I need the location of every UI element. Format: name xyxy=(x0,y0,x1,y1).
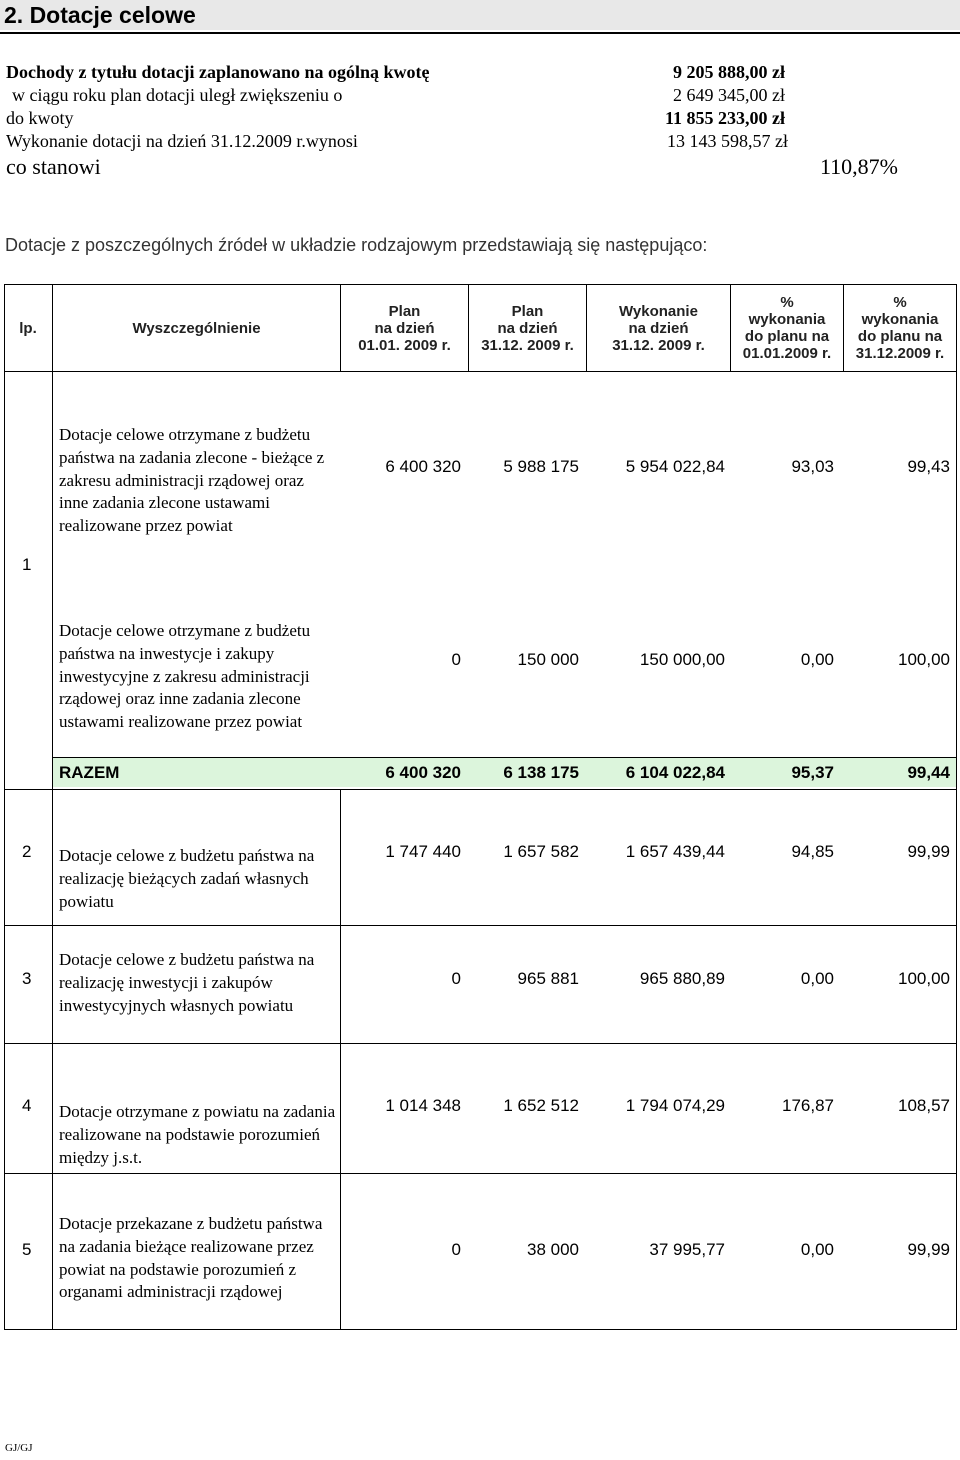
row-desc: Dotacje otrzymane z powiatu na zadania realizowane na podstawie porozumień między j.s.t. xyxy=(59,1102,336,1167)
razem-plan-end: 6 138 175 xyxy=(503,763,579,782)
cell-pct-start: 0,00 xyxy=(800,650,834,669)
cell-pct-start: 94,85 xyxy=(791,842,834,861)
row-rule xyxy=(4,789,957,790)
cell-pct-end: 100,00 xyxy=(898,969,950,988)
summary-line1-label: Dochody z tytułu dotacji zaplanowano na ogólną kwotę xyxy=(6,62,430,82)
summary-line2-label: w ciągu roku plan dotacji uległ zwiększeniu o xyxy=(12,85,343,105)
cell-plan-end: 150 000 xyxy=(517,650,579,669)
summary-line1-value: 9 205 888,00 zł xyxy=(673,62,785,82)
cell-exec: 5 954 022,84 xyxy=(625,457,725,476)
summary-line4-value: 13 143 598,57 zł xyxy=(667,131,788,151)
cell-exec: 1 794 074,29 xyxy=(625,1096,725,1115)
cell-plan-end: 1 652 512 xyxy=(503,1096,579,1115)
cell-plan-start: 1 747 440 xyxy=(385,842,461,861)
row-desc: Dotacje celowe otrzymane z budżetu państwa na inwestycje i zakupy inwestycyjne z zakresu administracji rządowej oraz inne zadania zlecone ustawami realizowane przez powiat xyxy=(59,621,311,732)
cell-exec: 150 000,00 xyxy=(639,650,725,669)
razem-pct-start: 95,37 xyxy=(791,763,834,782)
razem-plan-start: 6 400 320 xyxy=(385,763,461,782)
cell-exec: 1 657 439,44 xyxy=(625,842,725,861)
row-rule xyxy=(4,925,957,926)
header-rule xyxy=(4,371,957,372)
header-plan-end: Plan na dzień 31.12. 2009 r. xyxy=(481,302,574,354)
cell-pct-end: 99,99 xyxy=(907,1240,950,1259)
cell-plan-end: 965 881 xyxy=(517,969,579,988)
cell-exec: 37 995,77 xyxy=(649,1240,725,1259)
row-lp: 5 xyxy=(22,1240,32,1259)
row-desc: Dotacje celowe z budżetu państwa na realizację inwestycji i zakupów inwestycyjnych własnych powiatu xyxy=(59,950,315,1015)
cell-plan-start: 6 400 320 xyxy=(385,457,461,476)
summary-line4-label: Wykonanie dotacji na dzień 31.12.2009 r.wynosi xyxy=(6,131,358,151)
col-rule xyxy=(52,284,53,1330)
row-lp: 2 xyxy=(22,842,32,861)
razem-pct-end: 99,44 xyxy=(907,763,950,782)
summary-line5-label: co stanowi xyxy=(6,154,101,179)
cell-pct-start: 0,00 xyxy=(800,969,834,988)
row-lp: 3 xyxy=(22,969,32,988)
footer-code: GJ/GJ xyxy=(5,1442,33,1454)
header-pct-end: % wykonania do planu na 31.12.2009 r. xyxy=(855,294,945,362)
row-rule xyxy=(4,1043,957,1044)
intro-text: Dotacje z poszczególnych źródeł w układzie rodzajowym przedstawiają się następująco: xyxy=(5,235,708,255)
cell-pct-end: 108,57 xyxy=(898,1096,950,1115)
cell-pct-start: 0,00 xyxy=(800,1240,834,1259)
cell-exec: 965 880,89 xyxy=(639,969,725,988)
header-exec: Wykonanie na dzień 31.12. 2009 r. xyxy=(612,302,705,354)
cell-plan-start: 0 xyxy=(451,650,461,669)
cell-pct-start: 93,03 xyxy=(791,457,834,476)
cell-plan-end: 1 657 582 xyxy=(503,842,579,861)
row-desc: Dotacje celowe z budżetu państwa na realizację bieżących zadań własnych powiatu xyxy=(59,846,315,911)
header-plan-start: Plan na dzień 01.01. 2009 r. xyxy=(358,302,451,354)
cell-plan-end: 5 988 175 xyxy=(503,457,579,476)
page-title: 2. Dotacje celowe xyxy=(4,2,196,28)
row-lp: 4 xyxy=(22,1096,32,1115)
row-rule xyxy=(53,757,957,758)
cell-plan-start: 0 xyxy=(451,969,461,988)
row-desc: Dotacje przekazane z budżetu państwa na zadania bieżące realizowane przez powiat na podstawie porozumień z organami administracji rządowej xyxy=(59,1214,323,1302)
cell-plan-start: 0 xyxy=(451,1240,461,1259)
summary-line5-value: 110,87% xyxy=(819,154,898,179)
cell-pct-end: 100,00 xyxy=(898,650,950,669)
row-desc: Dotacje celowe otrzymane z budżetu państwa na zadania zlecone - bieżące z zakresu administracji rządowej oraz inne zadania zlecone ustawami realizowane przez powiat xyxy=(59,425,325,536)
col-rule xyxy=(340,789,341,1330)
cell-plan-end: 38 000 xyxy=(527,1240,579,1259)
cell-pct-start: 176,87 xyxy=(782,1096,834,1115)
header-pct-start: % wykonania do planu na 01.01.2009 r. xyxy=(742,294,832,362)
summary-line3-value: 11 855 233,00 zł xyxy=(665,108,785,128)
summary-line3-label: do kwoty xyxy=(6,108,74,128)
cell-pct-end: 99,99 xyxy=(907,842,950,861)
summary-line2-value: 2 649 345,00 zł xyxy=(673,85,785,105)
header-lp: lp. xyxy=(19,319,37,337)
header-wyszczegolnienie: Wyszczególnienie xyxy=(132,319,261,337)
title-rule xyxy=(0,32,960,34)
razem-exec: 6 104 022,84 xyxy=(625,763,725,782)
row-lp: 1 xyxy=(22,555,32,574)
cell-plan-start: 1 014 348 xyxy=(385,1096,461,1115)
cell-pct-end: 99,43 xyxy=(907,457,950,476)
razem-label: RAZEM xyxy=(59,763,120,782)
row-rule xyxy=(4,1173,957,1174)
